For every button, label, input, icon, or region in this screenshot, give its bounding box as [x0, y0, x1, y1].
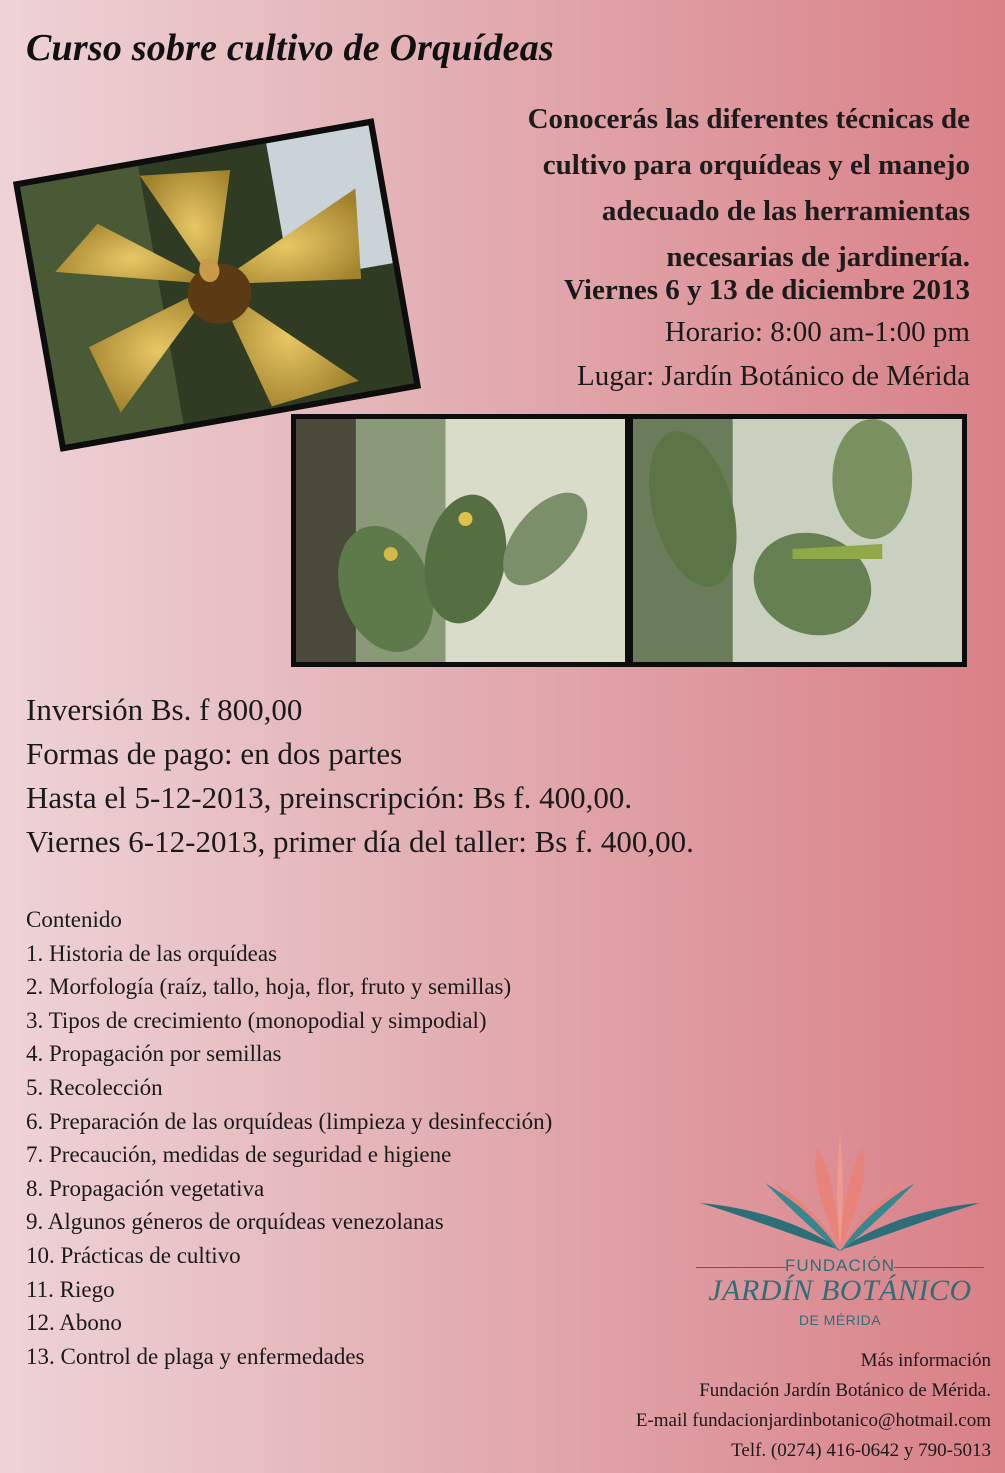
investment-info: [26, 688, 694, 864]
list-item: 2. Morfología (raíz, tallo, hoja, flor, fruto y semillas): [26, 974, 512, 1000]
list-item: 7. Precaución, medidas de seguridad e higiene: [26, 1142, 452, 1168]
list-item: 11. Riego: [26, 1276, 115, 1302]
list-item: 13. Control de plaga y enfermedades: [26, 1343, 365, 1369]
info-heading: Más información: [860, 1350, 991, 1371]
list-item: 6. Preparación de las orquídeas (limpieza y desinfección): [26, 1108, 553, 1134]
preinscription-payment: Hasta el 5-12-2013, preinscripción: Bs f. 400,00.: [26, 780, 633, 815]
payment-method: Formas de pago: en dos partes: [26, 736, 403, 771]
list-item: 5. Recolección: [26, 1074, 163, 1100]
list-item: 12. Abono: [26, 1310, 122, 1336]
info-org: Fundación Jardín Botánico de Mérida.: [699, 1380, 991, 1401]
intro-line: cultivo para orquídeas y el manejo: [542, 149, 970, 181]
info-phone: Telf. (0274) 416-0642 y 790-5013: [731, 1440, 991, 1461]
list-item: 9. Algunos géneros de orquídeas venezolanas: [26, 1209, 444, 1235]
investment-price: Inversión Bs. f 800,00: [26, 692, 303, 727]
agave-logo-icon: [690, 1128, 990, 1258]
list-item: 3. Tipos de crecimiento (monopodial y simpodial): [26, 1007, 487, 1033]
contents-heading: Contenido: [26, 907, 122, 932]
course-place: Lugar: Jardín Botánico de Mérida: [577, 360, 970, 392]
logo-bottom-text: DE MÉRIDA: [798, 1312, 882, 1328]
intro-line: necesarias de jardinería.: [666, 241, 970, 273]
list-item: 4. Propagación por semillas: [26, 1041, 282, 1067]
list-item: 1. Historia de las orquídeas: [26, 940, 278, 966]
page-title: Curso sobre cultivo de Orquídeas: [26, 27, 554, 69]
contact-info: [636, 1346, 991, 1466]
orchid-leaves-photo-1: [296, 419, 625, 662]
list-item: 10. Prácticas de cultivo: [26, 1242, 241, 1268]
list-item: 8. Propagación vegetativa: [26, 1175, 265, 1201]
orchid-leaves-photo-2: [633, 419, 962, 662]
fundacion-logo: [690, 1128, 990, 1338]
orchid-flower-photo: [13, 118, 421, 451]
course-description: [370, 96, 970, 280]
course-date: Viernes 6 y 13 de diciembre 2013: [564, 274, 970, 306]
intro-line: adecuado de las herramientas: [601, 195, 970, 227]
info-email: E-mail fundacionjardinbotanico@hotmail.com: [635, 1410, 991, 1431]
first-day-payment: Viernes 6-12-2013, primer día del taller: Bs f. 400,00.: [26, 824, 694, 859]
orchid-photo-strip: [291, 414, 967, 667]
intro-line: Conocerás las diferentes técnicas de: [527, 103, 970, 135]
logo-main-text: JARDÍN BOTÁNICO: [708, 1274, 972, 1307]
course-contents: [26, 903, 552, 1373]
logo-top-text: FUNDACIÓN: [784, 1256, 896, 1275]
course-hours: Horario: 8:00 am-1:00 pm: [664, 316, 970, 348]
